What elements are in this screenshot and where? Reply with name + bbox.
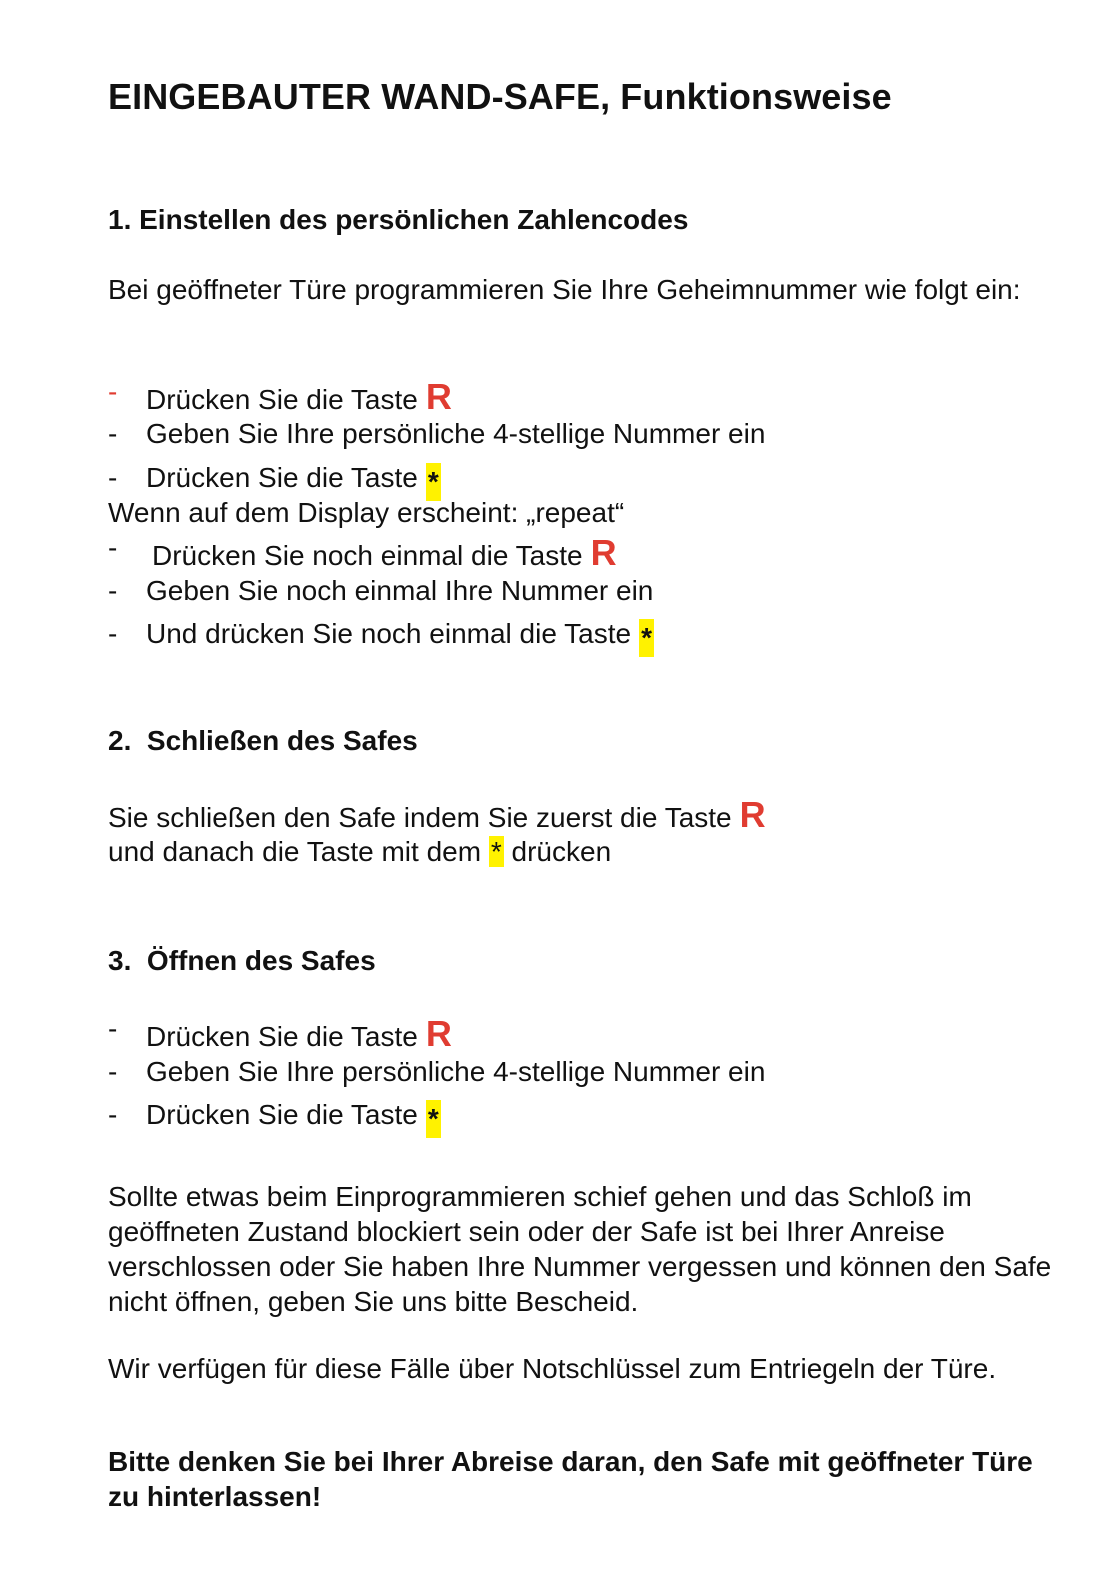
section-2-text: und danach die Taste mit dem: [108, 836, 482, 867]
dash-marker: -: [108, 462, 118, 493]
key-r-label: R: [590, 532, 617, 573]
section-1-intro: Bei geöffneter Türe programmieren Sie Ihre Geheimnummer wie folgt ein:: [108, 274, 1021, 305]
step-text: Geben Sie Ihre persönliche 4-stellige Nummer ein: [146, 418, 766, 449]
step-text: Geben Sie Ihre persönliche 4-stellige Nummer ein: [146, 1056, 766, 1087]
key-r-label: R: [739, 794, 766, 835]
notice-paragraph: Sollte etwas beim Einprogrammieren schief gehen und das Schloß im geöffneten Zustand blockiert sein oder der Safe ist bei Ihrer Anreise verschlossen oder Sie haben Ihre Nummer vergessen und können den Safe nicht öffnen, geben Sie uns bitte Bescheid.: [108, 1181, 1052, 1317]
key-star-label: *: [426, 463, 441, 501]
repeat-line: Wenn auf dem Display erscheint: „repeat“: [108, 497, 625, 528]
dash-marker: -: [108, 376, 118, 407]
step-text: Drücken Sie die Taste: [146, 1099, 418, 1130]
section-number: 3.: [108, 945, 132, 976]
section-number: 2.: [108, 725, 132, 756]
closing-note: Bitte denken Sie bei Ihrer Abreise daran, den Safe mit geöffneter Türe zu hinterlassen!: [108, 1446, 1033, 1512]
section-title: Schließen des Safes: [146, 725, 418, 756]
key-star-label: *: [426, 1100, 441, 1138]
dash-marker: -: [108, 1013, 118, 1044]
section-2-text: Sie schließen den Safe indem Sie zuerst die Taste: [108, 802, 732, 833]
step-text: Drücken Sie die Taste: [146, 1021, 418, 1052]
dash-marker: -: [108, 1099, 118, 1130]
section-2-line-1: [108, 794, 766, 836]
dash-marker: -: [108, 532, 118, 563]
section-3-heading: [108, 945, 376, 977]
dash-marker: -: [108, 618, 118, 649]
step-text: Drücken Sie noch einmal die Taste: [152, 540, 583, 571]
key-star-label: *: [639, 619, 654, 657]
section-2-heading: [108, 725, 418, 757]
dash-marker: -: [108, 418, 118, 449]
step-text: Und drücken Sie noch einmal die Taste: [146, 618, 632, 649]
step-text: Geben Sie noch einmal Ihre Nummer ein: [146, 575, 654, 606]
key-star-label: *: [490, 836, 502, 867]
section-title: Öffnen des Safes: [146, 945, 376, 976]
section-2-line-2: [108, 836, 611, 868]
dash-marker: -: [108, 1056, 118, 1087]
step-text: Drücken Sie die Taste: [146, 462, 418, 493]
step-text: Drücken Sie die Taste: [146, 384, 418, 415]
key-r-label: R: [425, 1013, 452, 1054]
key-r-label: R: [425, 376, 452, 417]
section-1-heading: 1. Einstellen des persönlichen Zahlencodes: [108, 204, 689, 235]
dash-marker: -: [108, 575, 118, 606]
emergency-paragraph: Wir verfügen für diese Fälle über Notschlüssel zum Entriegeln der Türe.: [108, 1353, 997, 1384]
document-title: EINGEBAUTER WAND-SAFE, Funktionsweise: [108, 76, 892, 117]
section-2-text: drücken: [511, 836, 612, 867]
